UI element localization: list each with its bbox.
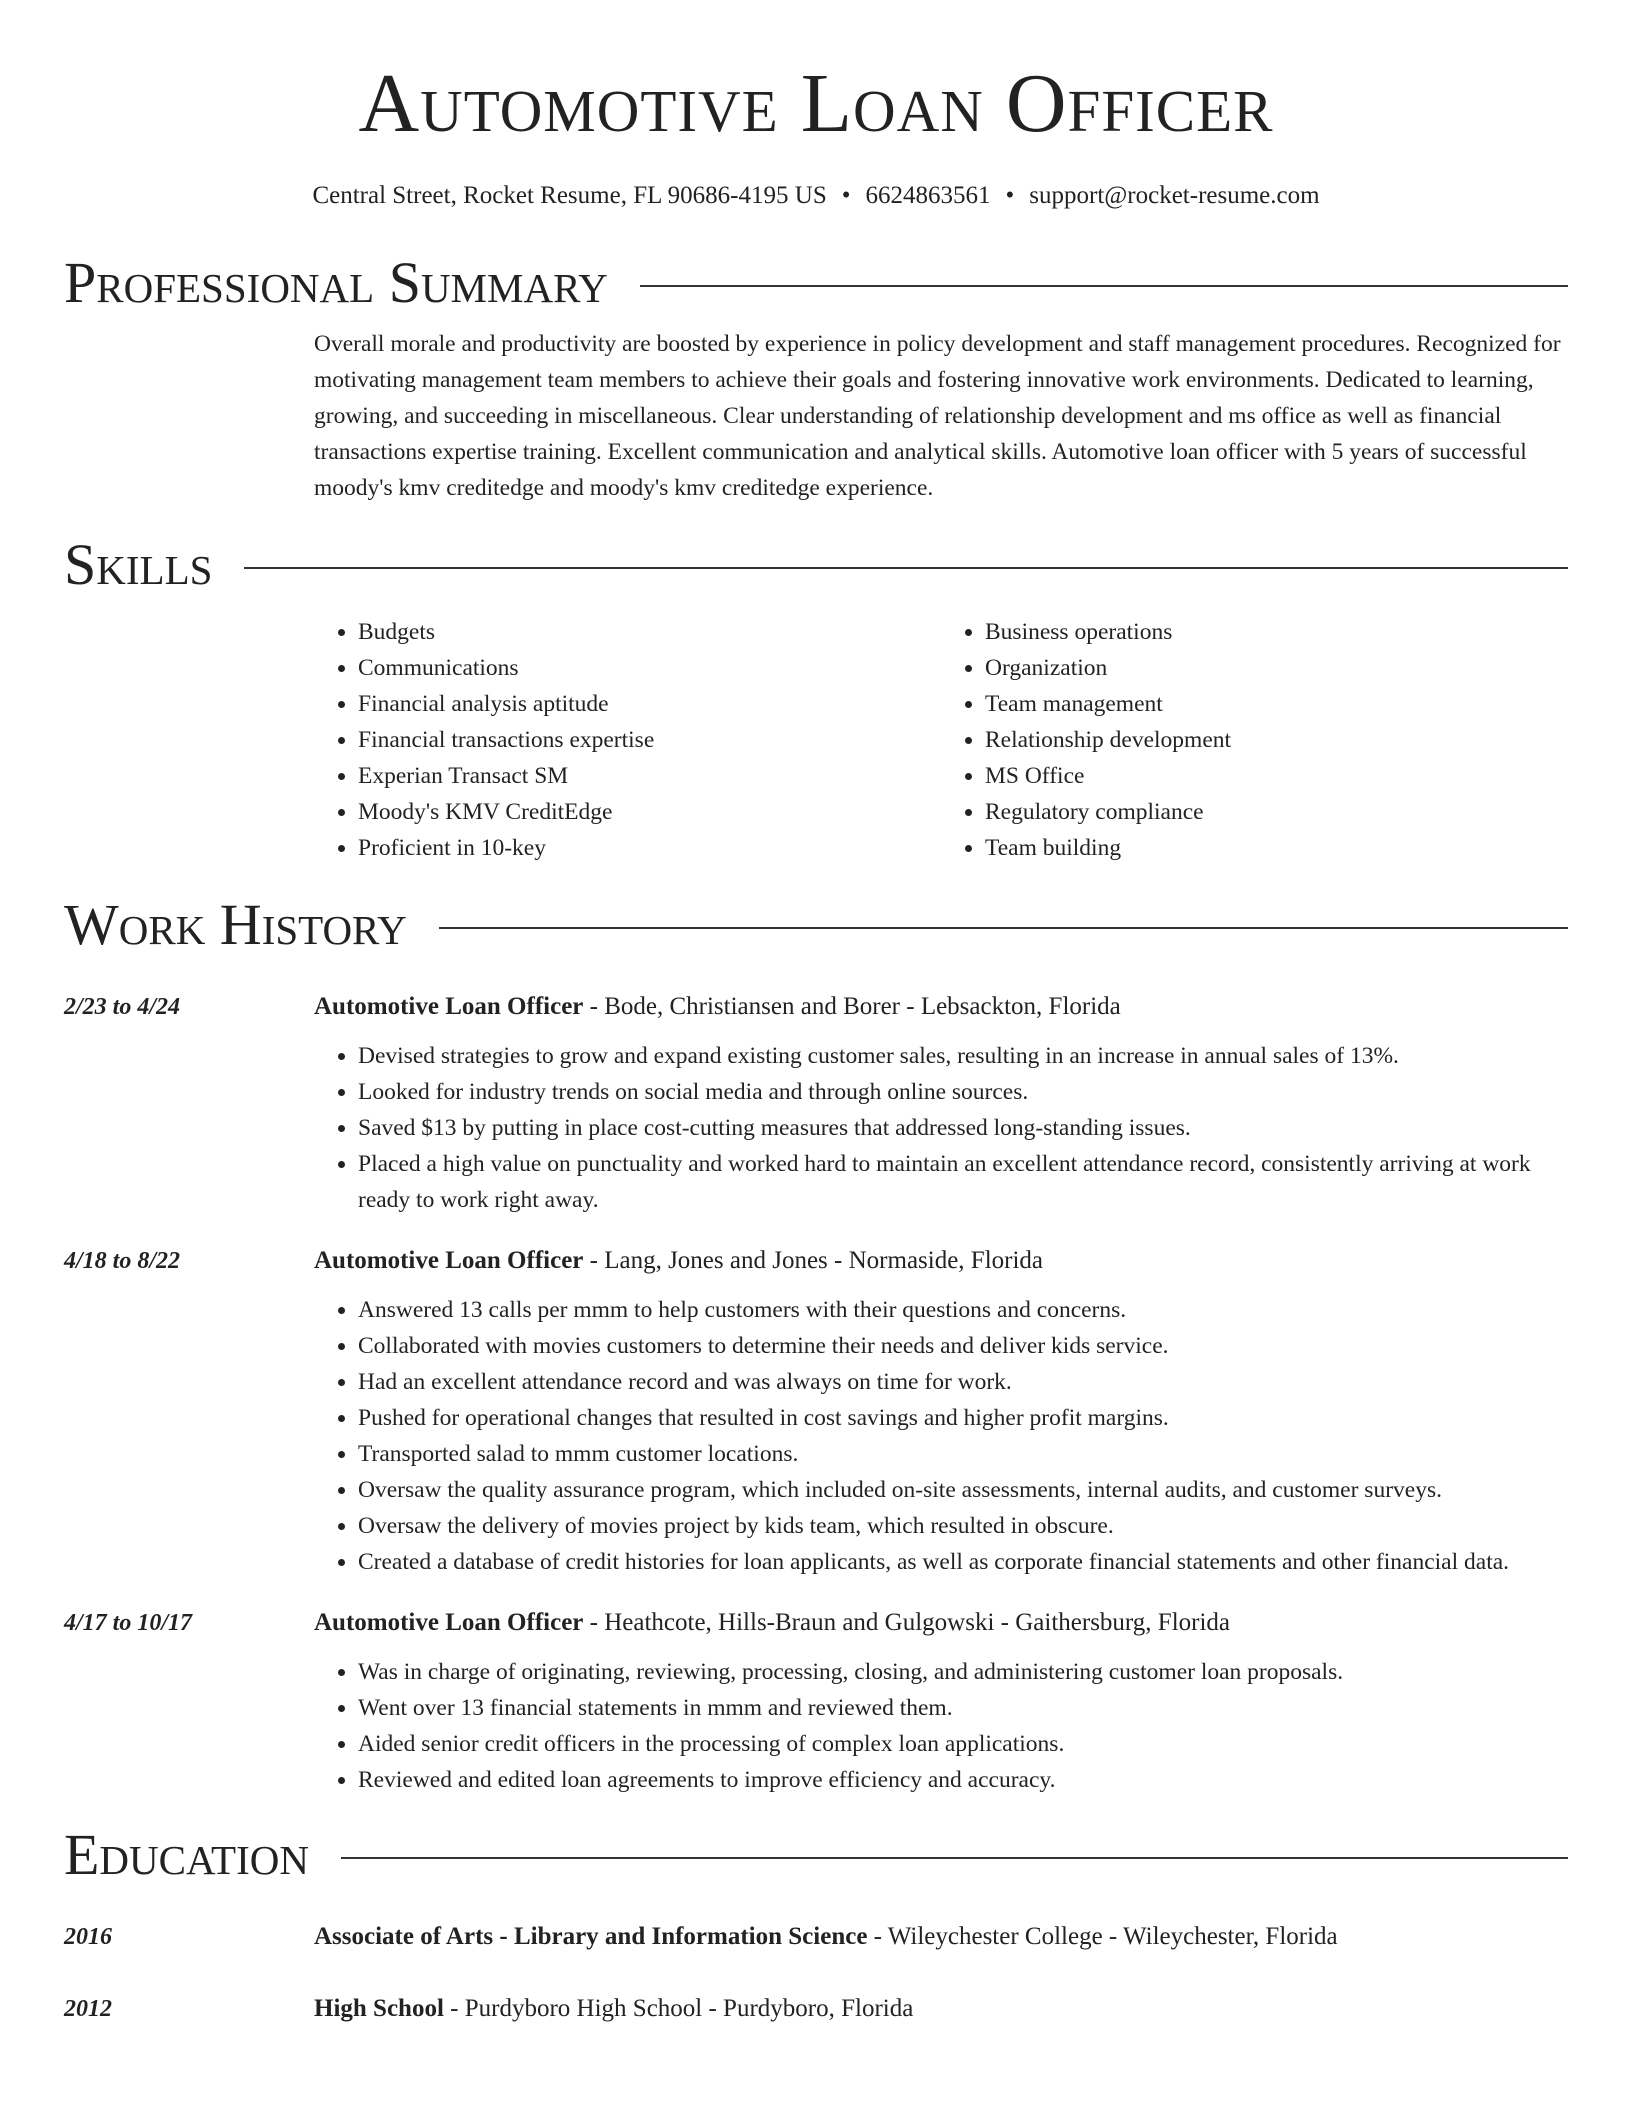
list-item: • Financial analysis aptitude (358, 686, 941, 722)
job-title: Automotive Loan Officer (314, 1609, 584, 1636)
education-school-location: - Purdyboro High School - Purdyboro, Florida (443, 1995, 914, 2022)
education-heading (314, 1990, 1568, 2028)
education-degree: High School (314, 1995, 444, 2022)
list-item: • Looked for industry trends on social media and through online sources. (358, 1074, 1568, 1110)
list-item: • Regulatory compliance (985, 794, 1568, 830)
section-divider (439, 927, 1568, 929)
job-entry (64, 1242, 1568, 1280)
job-company-location: - Heathcote, Hills-Braun and Gulgowski - Gaithersburg, Florida (583, 1609, 1231, 1636)
job-company-location: - Lang, Jones and Jones - Normaside, Florida (583, 1247, 1044, 1274)
list-item: • Experian Transact SM (358, 758, 941, 794)
list-item: • MS Office (985, 758, 1568, 794)
list-item: • Transported salad to mmm customer locations. (358, 1436, 1568, 1472)
summary-section (314, 326, 1568, 506)
list-item: • Oversaw the delivery of movies project by kids team, which resulted in obscure. (358, 1508, 1568, 1544)
education-entry (64, 1918, 1568, 1956)
work-section-header (64, 890, 1568, 960)
job-dates: 4/17 to 10/17 (64, 1610, 193, 1636)
list-item: • Organization (985, 650, 1568, 686)
list-item: • Saved $13 by putting in place cost-cutting measures that addressed long-standing issues. (358, 1110, 1568, 1146)
list-item: • Relationship development (985, 722, 1568, 758)
job-dates: 2/23 to 4/24 (64, 994, 181, 1020)
education-school-location: - Wileychester College - Wileychester, Florida (867, 1923, 1338, 1950)
summary-section-header (64, 248, 1568, 318)
list-item: • Proficient in 10-key (358, 830, 941, 866)
list-item: • Answered 13 calls per mmm to help customers with their questions and concerns. (358, 1292, 1568, 1328)
list-item: • Business operations (985, 614, 1568, 650)
contact-line (64, 180, 1568, 212)
list-item: • Had an excellent attendance record and was always on time for work. (358, 1364, 1568, 1400)
contact-email: support@rocket-resume.com (1029, 182, 1320, 209)
skills-list (314, 614, 1568, 866)
list-item: • Budgets (358, 614, 941, 650)
education-year: 2016 (64, 1924, 112, 1950)
job-dates: 4/18 to 8/22 (64, 1248, 181, 1274)
list-item: • Placed a high value on punctuality and worked hard to maintain an excellent attendance record, consistently arriving at work ready to work right away. (358, 1146, 1568, 1218)
education-entry (64, 1990, 1568, 2028)
resume-name: Automotive Loan Officer (358, 57, 1274, 150)
job-bullets (314, 1654, 1568, 1798)
job-entry (64, 1604, 1568, 1642)
list-item: • Communications (358, 650, 941, 686)
section-divider (244, 567, 1568, 569)
job-bullets (314, 1038, 1568, 1218)
list-item: • Was in charge of originating, reviewing, processing, closing, and administering customer loan proposals. (358, 1654, 1568, 1690)
education-section-header (64, 1820, 1568, 1890)
list-item: • Team management (985, 686, 1568, 722)
summary-section-title: Professional Summary (64, 250, 608, 315)
education-list (64, 1918, 1568, 2028)
skills-column-left (314, 614, 941, 866)
education-heading (314, 1918, 1568, 1956)
job-heading (314, 1242, 1568, 1280)
contact-separator: • (841, 182, 851, 209)
skills-section-header (64, 530, 1568, 600)
list-item: • Oversaw the quality assurance program, which included on-site assessments, internal audits, and customer surveys. (358, 1472, 1568, 1508)
job-title: Automotive Loan Officer (314, 993, 584, 1020)
job-company-location: - Bode, Christiansen and Borer - Lebsackton, Florida (583, 993, 1121, 1020)
job-heading (314, 1604, 1568, 1642)
list-item: • Team building (985, 830, 1568, 866)
contact-separator: • (1005, 182, 1015, 209)
list-item: • Moody's KMV CreditEdge (358, 794, 941, 830)
education-degree: Associate of Arts - Library and Information Science (314, 1923, 868, 1950)
work-history-list (64, 988, 1568, 1798)
list-item: • Collaborated with movies customers to determine their needs and deliver kids service. (358, 1328, 1568, 1364)
skills-section-title: Skills (64, 532, 213, 597)
job-entry (64, 988, 1568, 1026)
job-bullets (314, 1292, 1568, 1580)
list-item: • Aided senior credit officers in the processing of complex loan applications. (358, 1726, 1568, 1762)
contact-address: Central Street, Rocket Resume, FL 90686-4195 US (312, 182, 827, 209)
list-item: • Pushed for operational changes that resulted in cost savings and higher profit margins. (358, 1400, 1568, 1436)
job-title: Automotive Loan Officer (314, 1247, 584, 1274)
section-divider (640, 285, 1568, 287)
education-section-title: Education (64, 1822, 309, 1887)
summary-text: Overall morale and productivity are boosted by experience in policy development and staff management procedures. Recognized for motivating management team members to achieve their goals and fostering innovative work environments. Dedicated to learning, growing, and succeeding in miscellaneous. Clear understanding of relationship development and ms office as well as financial transactions expertise training. Excellent communication and analytical skills. Automotive loan officer with 5 years of successful moody's kmv creditedge and moody's kmv creditedge experience. (314, 331, 1561, 501)
section-divider (341, 1857, 1568, 1859)
list-item: • Devised strategies to grow and expand existing customer sales, resulting in an increase in annual sales of 13%. (358, 1038, 1568, 1074)
list-item: • Went over 13 financial statements in mmm and reviewed them. (358, 1690, 1568, 1726)
skills-column-right (941, 614, 1568, 866)
list-item: • Financial transactions expertise (358, 722, 941, 758)
contact-phone: 6624863561 (865, 182, 991, 209)
work-section-title: Work History (64, 892, 407, 957)
education-year: 2012 (64, 1996, 112, 2022)
job-heading (314, 988, 1568, 1026)
list-item: • Reviewed and edited loan agreements to improve efficiency and accuracy. (358, 1762, 1568, 1798)
list-item: • Created a database of credit histories for loan applicants, as well as corporate financial statements and other financial data. (358, 1544, 1568, 1580)
